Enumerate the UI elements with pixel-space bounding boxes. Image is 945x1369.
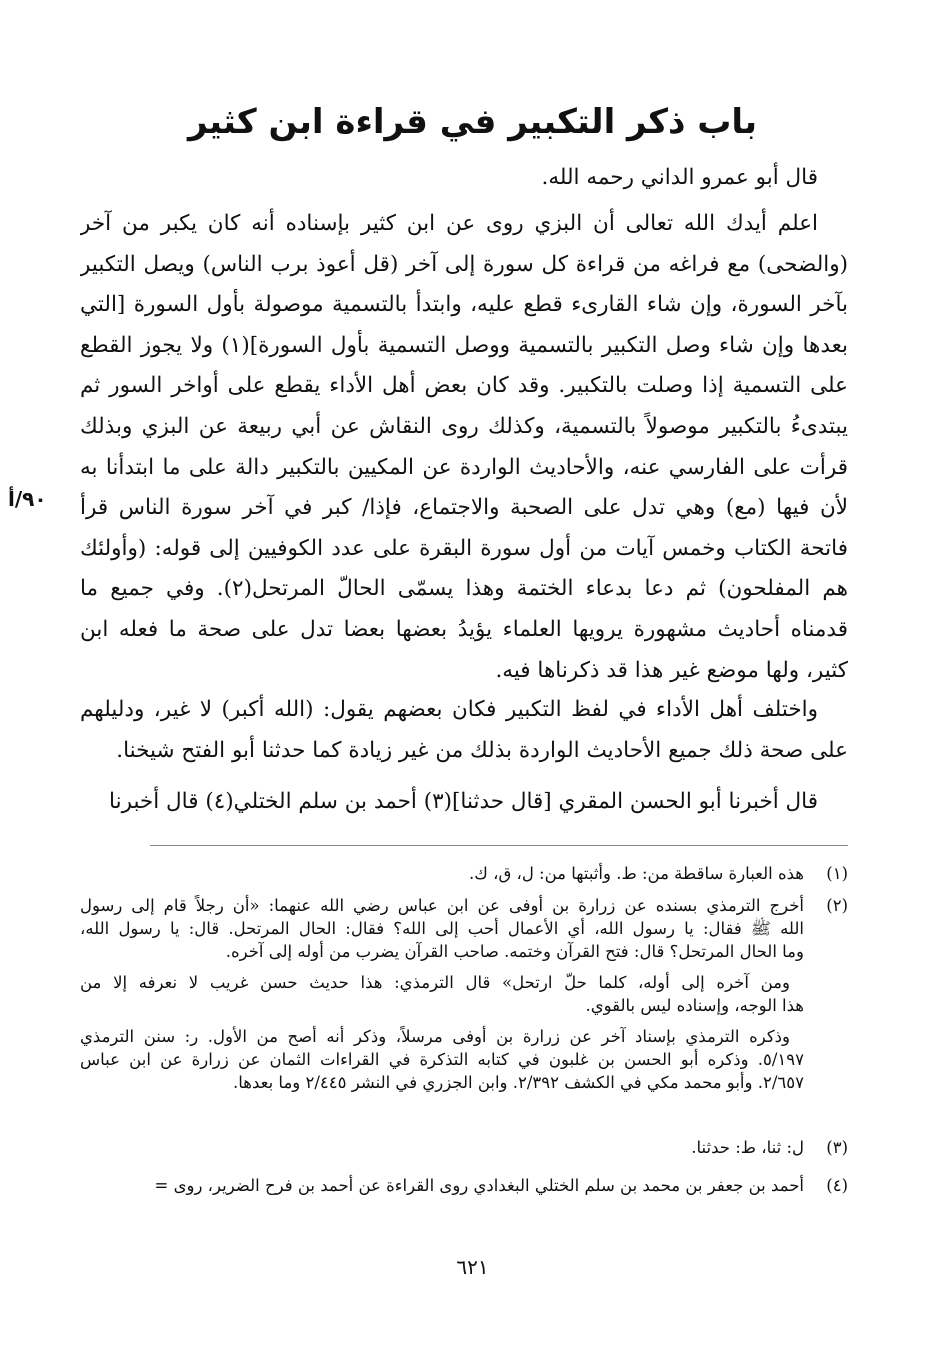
footnote-number: (١) [826, 864, 848, 883]
footnote-line [80, 894, 848, 917]
text-line: بآخر السورة، وإن شاء القارىء قطع عليه، وابتدأ بالتسمية موصولة بأول السورة [التي [80, 292, 848, 318]
body-paragraph-2 [80, 204, 848, 691]
text-line: قال أبو عمرو الداني رحمه الله. [541, 165, 818, 190]
text-line: واختلف أهل الأداء في لفظ التكبير فكان بعضهم يقول: (الله أكبر) لا غير، ودليلهم [80, 697, 818, 722]
body-paragraph-4 [80, 782, 848, 823]
text-line: اعلم أيدك الله تعالى أن البزي روى عن ابن كثير بإسناده أنه كان يكبر من آخر [80, 211, 818, 236]
footnote-line [80, 1174, 848, 1197]
text-line: يبتدىءُ بالتكبير موصولاً بالتسمية، وكذلك روى النقاش عن أبي ربيعة عن البزي وبذلك [80, 413, 848, 439]
footnote-line: وما الحال المرتحل؟ قال: فتح القرآن وختمه. صاحب القرآن يضرب من أوله إلى آخره. [225, 942, 804, 961]
footnote-4 [80, 1174, 848, 1197]
body-paragraph-3 [80, 690, 848, 771]
footnote-line [80, 1136, 848, 1159]
footnote-text: هذه العبارة ساقطة من: ط. وأثبتها من: ل، ق، ك. [469, 864, 804, 883]
footnote-line: ٢/٦٥٧. وأبو محمد مكي في الكشف ٢/٣٩٢. وابن الجزري في النشر ٢/٤٤٥ وما بعدها. [233, 1073, 804, 1092]
page-number: ٦٢١ [456, 1255, 489, 1279]
footnote-separator [150, 845, 848, 846]
text-line: هم المفلحون) ثم دعا بدعاء الختمة وهذا يسمّى الحالّ المرتحل(٢). وفي جميع ما [80, 576, 848, 602]
text-line: قدمناه أحاديث مشهورة يرويها العلماء يؤيدُ بعضها بعضا تدل على صحة ما فعله ابن [80, 616, 848, 642]
footnote-text: أحمد بن جعفر بن محمد بن سلم الختلي البغدادي روى القراءة عن أحمد بن فرح الضرير، روى = [154, 1176, 804, 1195]
text-line: (والضحى) مع فراغه من قراءة كل سورة إلى آخر (قل أعوذ برب الناس) ويصل التكبير [80, 251, 848, 277]
body-paragraph-1 [80, 158, 848, 199]
text-line: على التسمية إذا وصلت بالتكبير. وقد كان بعض أهل الأداء يقطع على أواخر السور ثم [80, 373, 848, 399]
text-line: قرأت على الفارسي عنه، والأحاديث الواردة عن المكيين بالتكبير دالة على ما ابتدأنا به [80, 454, 848, 480]
text-line: فاتحة الكتاب وخمس آيات من أول سورة البقرة على عدد الكوفيين إلى قوله: (وأولئك [80, 535, 848, 561]
text-line: بعدها وإن شاء وصل التكبير بالتسمية ووصل التسمية بأول السورة](١) ولا يجوز القطع [80, 332, 848, 358]
text-line: كثير، ولها موضع غير هذا قد ذكرناها فيه. [495, 657, 848, 683]
footnote-line [80, 862, 848, 885]
text-line: على صحة ذلك جميع الأحاديث الواردة بذلك من غير زيادة كما حدثنا أبو الفتح شيخنا. [116, 737, 848, 763]
footnote-1 [80, 862, 848, 885]
footnote-number: (٤) [826, 1176, 848, 1195]
footnote-line: ٥/١٩٧. وذكره أبو الحسن بن غلبون في كتابه التذكرة في القراءات الثمان عن زرارة عن ابن عباس [80, 1050, 804, 1069]
footnote-line: الله ﷺ فقال: يا رسول الله، أي الأعمال أحب إلى الله؟ فقال: الحال المرتحل. قال: يا رسول الله، [80, 919, 804, 938]
footnote-line: هذا الوجه، وإسناده ليس بالقوي. [585, 996, 804, 1015]
manuscript-folio-marker: ٩٠/أ [8, 487, 47, 511]
text-line: لأن فيها (مع) وهي تدل على الصحبة والاجتماع، فإذا/ كبر في آخر سورة الناس قرأ [80, 495, 848, 521]
footnote-2 [80, 894, 848, 1094]
footnote-number: (٣) [826, 1138, 848, 1157]
footnote-text: أخرج الترمذي بسنده عن زرارة بن أوفى عن ابن عباس رضي الله عنهما: «أن رجلاً قام إلى رسول [80, 896, 804, 915]
footnote-number: (٢) [826, 896, 848, 915]
footnote-line: ومن آخره إلى أوله، كلما حلّ ارتحل» قال الترمذي: هذا حديث حسن غريب لا نعرفه إلا من [80, 973, 790, 992]
footnote-3 [80, 1136, 848, 1159]
footnote-line: وذكره الترمذي بإسناد آخر عن زرارة بن أوفى مرسلاً، وذكر أنه أصح من الأول. ر: سنن الترمذي [80, 1027, 790, 1046]
text-line: قال أخبرنا أبو الحسن المقري [قال حدثنا](٣) أحمد بن سلم الختلي(٤) قال أخبرنا [109, 789, 818, 814]
footnote-text: ل: ثنا، ط: حدثنا. [691, 1138, 804, 1157]
chapter-title: باب ذكر التكبير في قراءة ابن كثير [188, 102, 757, 142]
